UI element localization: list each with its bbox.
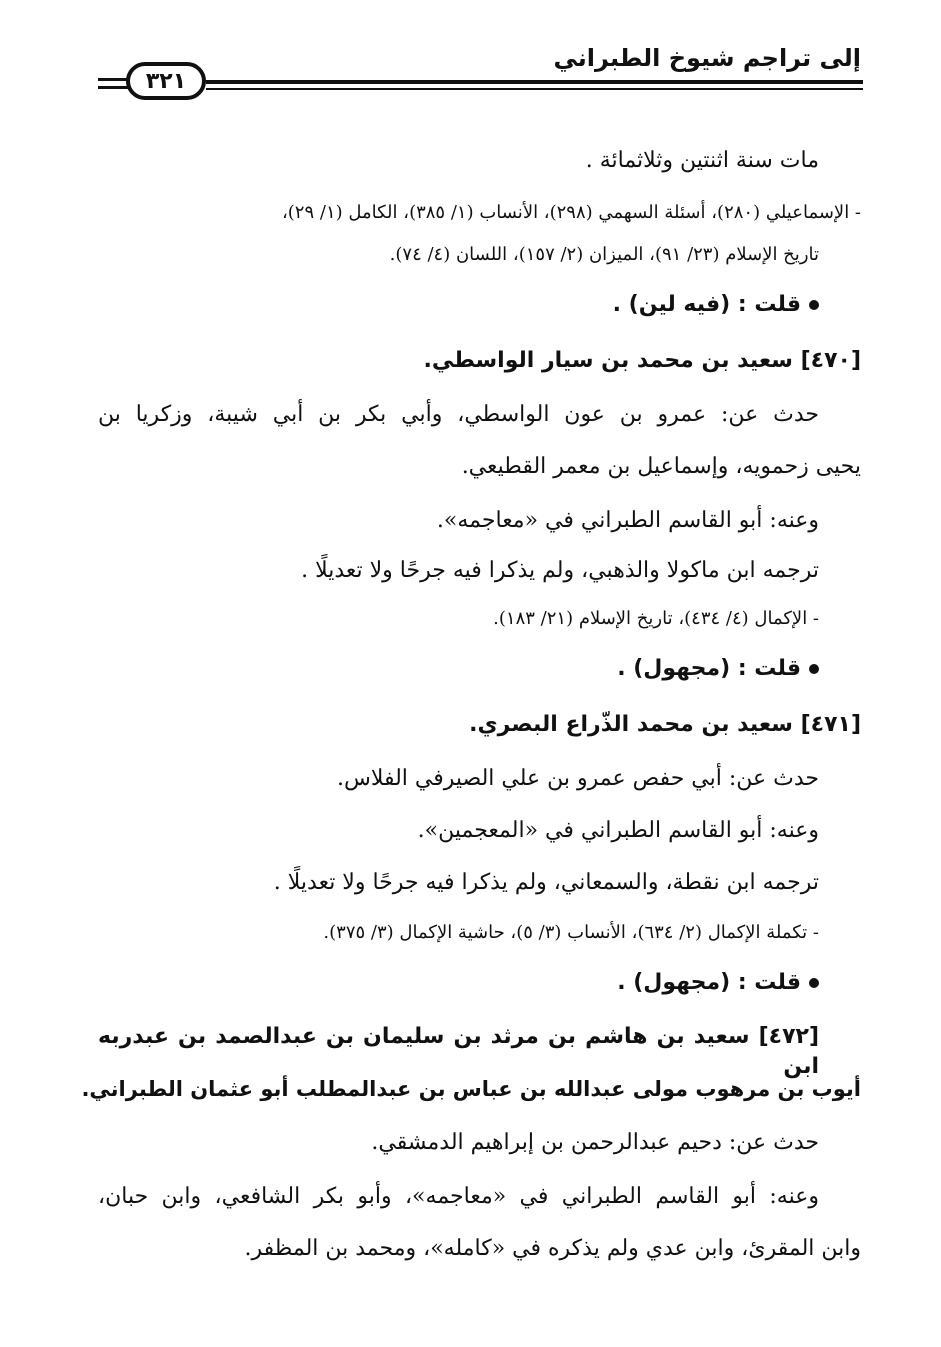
bullet-icon bbox=[809, 978, 819, 988]
text-line: وابن المقرئ، وابن عدي ولم يذكره في «كامله»، ومحمد بن المظفر. bbox=[244, 1236, 861, 1261]
reference-line: - الإسماعيلي (٢٨٠)، أسئلة السهمي (٢٩٨)، الأنساب (١/ ٣٨٥)، الكامل (١/ ٢٩)، bbox=[281, 202, 861, 223]
header-rule-left-top bbox=[98, 78, 128, 81]
text-line: حدث عن: دحيم عبدالرحمن بن إبراهيم الدمشقي. bbox=[371, 1130, 819, 1155]
text-line: ترجمه ابن نقطة، والسمعاني، ولم يذكرا فيه جرحًا ولا تعديلًا . bbox=[273, 870, 819, 895]
reference-line: تاريخ الإسلام (٢٣/ ٩١)، الميزان (٢/ ١٥٧)، اللسان (٤/ ٧٤). bbox=[389, 244, 819, 265]
bullet-icon bbox=[809, 664, 819, 674]
text-line: وعنه: أبو القاسم الطبراني في «المعجمين». bbox=[417, 818, 819, 843]
header-rule-thin bbox=[206, 88, 863, 90]
note-line bbox=[617, 654, 819, 684]
reference-line: - الإكمال (٤/ ٤٣٤)، تاريخ الإسلام (٢١/ ١٨٣). bbox=[493, 608, 819, 629]
entry-heading: [٤٧١] سعيد بن محمد الذّراع البصري. bbox=[469, 712, 861, 737]
text-line: وعنه: أبو القاسم الطبراني في «معاجمه»، وأبو بكر الشافعي، وابن حبان، bbox=[98, 1184, 819, 1209]
entry-heading: أيوب بن مرهوب مولى عبدالله بن عباس بن عبدالمطلب أبو عثمان الطبراني. bbox=[81, 1077, 861, 1101]
text-line: حدث عن: أبي حفص عمرو بن علي الصيرفي الفلاس. bbox=[336, 766, 819, 791]
entry-heading: [٤٧٠] سعيد بن محمد بن سيار الواسطي. bbox=[423, 348, 861, 373]
page-number-badge bbox=[126, 62, 206, 100]
text-line: وعنه: أبو القاسم الطبراني في «معاجمه». bbox=[436, 508, 819, 533]
text-line: يحيى زحمويه، وإسماعيل بن معمر القطيعي. bbox=[461, 454, 861, 479]
header-rule-thick bbox=[206, 80, 863, 84]
header-rule-left-bottom bbox=[98, 86, 128, 89]
note-text: قلت : (مجهول) . bbox=[617, 656, 801, 681]
note-line bbox=[613, 290, 819, 320]
entry-heading: [٤٧٢] سعيد بن هاشم بن مرثد بن سليمان بن عبدالصمد بن عبدربه ابن bbox=[98, 1024, 819, 1079]
note-text: قلت : (فيه لين) . bbox=[612, 292, 801, 317]
bullet-icon bbox=[809, 300, 819, 310]
running-title: إلى تراجم شيوخ الطبراني bbox=[553, 44, 861, 72]
note-line bbox=[617, 968, 819, 998]
note-text: قلت : (مجهول) . bbox=[617, 970, 801, 995]
text-line: مات سنة اثنتين وثلاثمائة . bbox=[585, 148, 819, 173]
text-line: ترجمه ابن ماكولا والذهبي، ولم يذكرا فيه جرحًا ولا تعديلًا . bbox=[301, 558, 819, 583]
text-line: حدث عن: عمرو بن عون الواسطي، وأبي بكر بن أبي شيبة، وزكريا بن bbox=[98, 402, 819, 427]
reference-line: - تكملة الإكمال (٢/ ٦٣٤)، الأنساب (٣/ ٥)، حاشية الإكمال (٣/ ٣٧٥). bbox=[323, 922, 819, 943]
page-number: ٣٢١ bbox=[145, 68, 187, 94]
